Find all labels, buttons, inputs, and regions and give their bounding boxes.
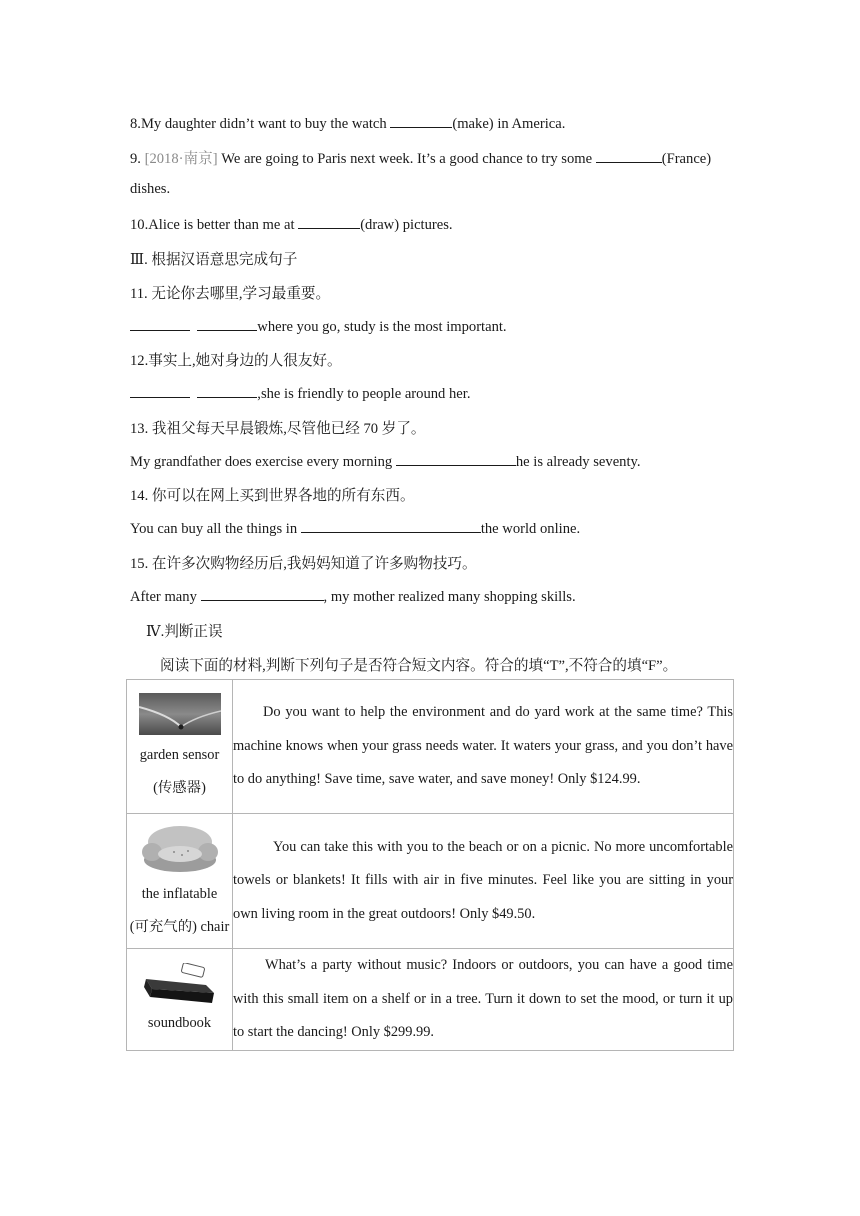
product-description: Do you want to help the environment and do yard work at the same time? This machine knows when your grass needs water. It waters your grass, and you don’t have to do anything! Save time, save water, and save money! Only $124.99. <box>233 680 734 814</box>
section-4-title: Ⅳ.判断正误 <box>146 624 223 640</box>
answer-blank[interactable] <box>130 316 190 331</box>
product-description: What’s a party without music? Indoors or outdoors, you can have a good time with this small item on a shelf or in a tree. Turn it down to set the mood, or turn it up to start the dancing! Only $299.99. <box>233 949 734 1051</box>
question-13-english <box>130 451 641 471</box>
product-image-cell <box>127 949 233 1051</box>
answer-blank[interactable] <box>201 586 324 601</box>
source-tag: [2018·南京] <box>144 151 218 167</box>
question-15-english <box>130 586 576 606</box>
product-description: You can take this with you to the beach or on a picnic. No more uncomfortable towels or blankets! It fills with air in five minutes. Feel like you are sitting in your own living room in the great outdoors! Only $49.50. <box>233 814 734 949</box>
product-row-inflatable-chair <box>127 814 734 949</box>
question-15-chinese: 15. 在许多次购物经历后,我妈妈知道了许多购物技巧。 <box>130 556 477 572</box>
product-name-note: (可充气的) chair <box>129 919 230 935</box>
product-row-garden-sensor <box>127 680 734 814</box>
product-name: garden sensor <box>139 746 220 763</box>
question-text: where you go, study is the most important. <box>257 319 507 335</box>
product-image-cell <box>127 814 233 949</box>
question-text: 10.Alice is better than me at <box>130 217 299 233</box>
question-12-english <box>130 383 470 403</box>
answer-blank[interactable] <box>197 383 257 398</box>
product-name: the inflatable <box>141 886 218 902</box>
soundbar-photo-icon <box>144 963 216 1005</box>
question-10 <box>130 214 453 234</box>
answer-blank[interactable] <box>396 451 516 466</box>
product-name-note: (传感器) <box>153 779 206 796</box>
question-12-chinese: 12.事实上,她对身边的人很友好。 <box>130 353 342 369</box>
section-3-title: Ⅲ. 根据汉语意思完成句子 <box>130 252 298 268</box>
answer-blank[interactable] <box>390 113 452 128</box>
question-text: (draw) pictures. <box>360 217 453 233</box>
answer-blank[interactable] <box>197 316 257 331</box>
question-14-chinese: 14. 你可以在网上买到世界各地的所有东西。 <box>130 488 415 504</box>
inflatable-chair-photo-icon <box>138 822 222 874</box>
question-9 <box>130 147 711 168</box>
question-text: ,she is friendly to people around her. <box>257 386 471 402</box>
question-text: My grandfather does exercise every morning <box>130 454 396 470</box>
answer-blank[interactable] <box>130 383 190 398</box>
question-number: 9. <box>130 151 145 167</box>
sprinkler-photo-icon <box>139 693 221 735</box>
question-11-english <box>130 316 507 336</box>
question-14-english <box>130 518 580 538</box>
question-text: After many <box>130 589 201 605</box>
product-row-soundbook <box>127 949 734 1051</box>
question-text: , my mother realized many shopping skills. <box>323 589 576 605</box>
question-text: (make) in America. <box>452 116 566 132</box>
question-13-chinese: 13. 我祖父每天早晨锻炼,尽管他已经 70 岁了。 <box>130 421 426 437</box>
product-image-cell <box>127 680 233 814</box>
answer-blank[interactable] <box>301 518 481 533</box>
question-text: he is already seventy. <box>515 454 641 470</box>
section-4-instruction: 阅读下面的材料,判断下列句子是否符合短文内容。符合的填“T”,不符合的填“F”。 <box>160 658 678 674</box>
question-text: 8.My daughter didn’t want to buy the watch <box>130 116 391 132</box>
question-text: You can buy all the things in <box>130 521 301 537</box>
product-name: soundbook <box>147 1014 212 1031</box>
answer-blank[interactable] <box>298 214 360 229</box>
question-text: (France) <box>661 151 712 167</box>
question-9-continued: dishes. <box>130 181 171 197</box>
question-text: We are going to Paris next week. It’s a good chance to try some <box>217 151 596 167</box>
question-text: the world online. <box>480 521 581 537</box>
question-8 <box>130 113 565 133</box>
answer-blank[interactable] <box>596 148 662 163</box>
product-table <box>126 679 734 1051</box>
question-11-chinese: 11. 无论你去哪里,学习最重要。 <box>130 286 331 302</box>
